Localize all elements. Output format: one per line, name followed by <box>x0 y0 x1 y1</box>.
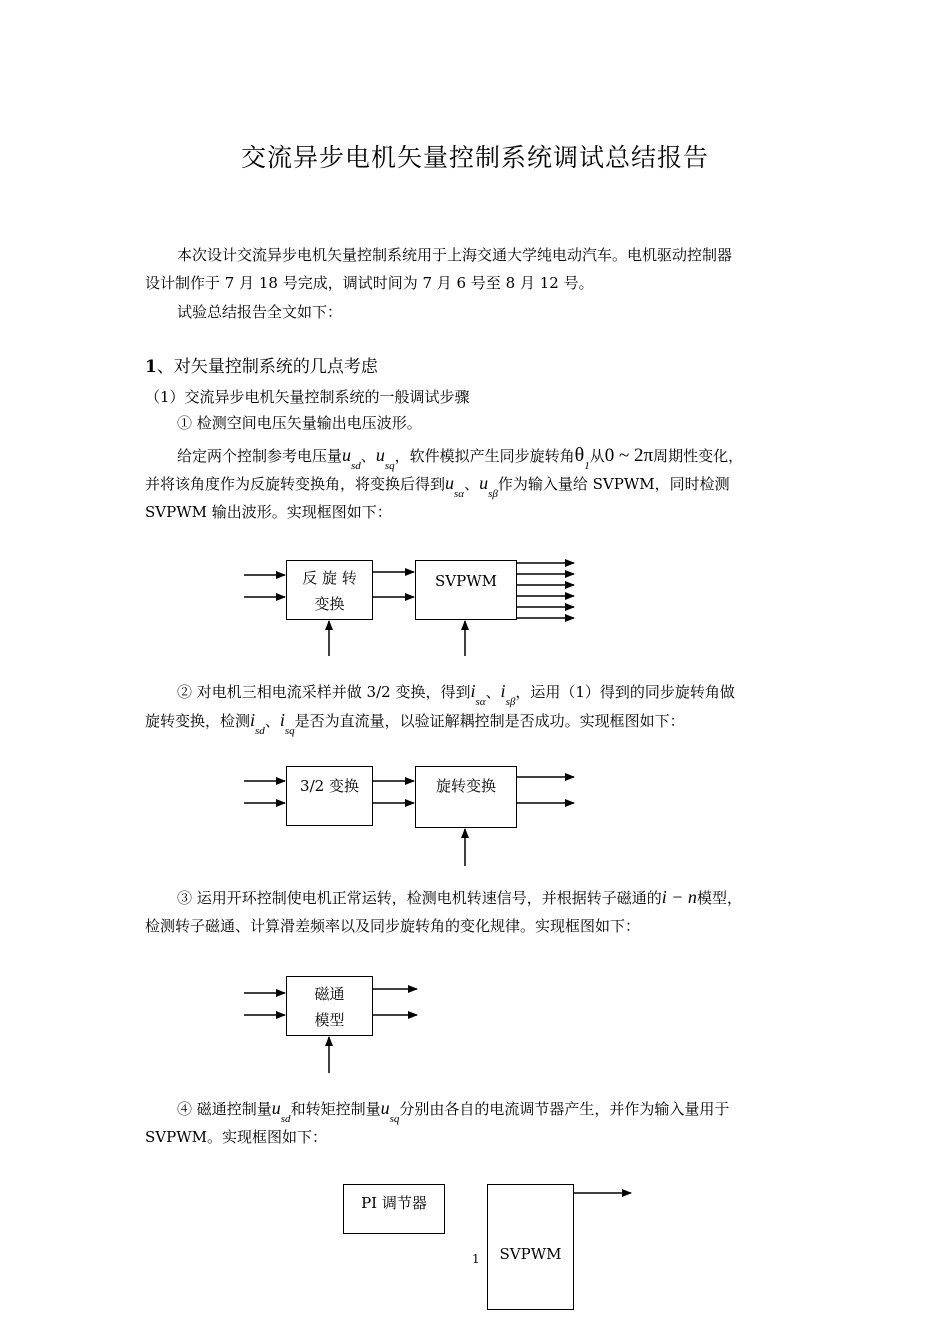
step2-para-line-1: ② 对电机三相电流采样并做 3/2 变换，得到$i_{s\alpha}$、$i_{s\beta}$，运用（1）得到的同步旋转角做 <box>177 681 735 708</box>
inverse-rotation-block: 反 旋 转 变换 <box>286 560 373 620</box>
page-number: 1 <box>472 1252 480 1266</box>
step3-para-line-2: 检测转子磁通、计算滑差频率以及同步旋转角的变化规律。实现框图如下： <box>145 917 641 935</box>
flux-model-block: 磁通 模型 <box>286 976 373 1036</box>
pi-regulator-block: PI 调节器 <box>343 1184 445 1234</box>
section-title: 、对矢量控制系统的几点考虑 <box>156 357 378 377</box>
page-title: 交流异步电机矢量控制系统调试总结报告 <box>240 143 709 172</box>
step1-para-line-3: SVPWM 输出波形。实现框图如下： <box>145 503 392 521</box>
section-number: 1 <box>145 357 157 377</box>
step1-label: ① 检测空间电压矢量输出电压波形。 <box>177 414 422 432</box>
step1-para-line-2: 并将该角度作为反旋转变换角，将变换后得到$u_{s\alpha}$、$u_{s\beta}$作为输入量给 SVPWM，同时检测 <box>145 473 730 500</box>
step1-para-line-1: 给定两个控制参考电压量$u_{sd}$、$u_{sq}$，软件模拟产生同步旋转角$\theta_1$从0 ~ 2π周期性变化， <box>177 444 744 472</box>
rotation-transform-block: 旋转变换 <box>415 766 517 828</box>
step2-para-line-2: 旋转变换，检测$i_{sd}$、$i_{sq}$是否为直流量，以验证解耦控制是否成功。实现框图如下： <box>145 710 685 737</box>
svpwm-block: SVPWM <box>415 560 517 620</box>
svpwm-block-2: SVPWM <box>487 1184 574 1310</box>
step4-para-line-1: ④ 磁通控制量$u_{sd}$和转矩控制量$u_{sq}$分别由各自的电流调节器产生，并作为输入量用于 <box>177 1098 730 1125</box>
intro-line-2: 设计制作于 7 月 18 号完成，调试时间为 7 月 6 号至 8 月 12 号。 <box>145 274 594 292</box>
step3-para-line-1: ③ 运用开环控制使电机正常运转，检测电机转速信号，并根据转子磁通的i − n模型， <box>177 887 742 907</box>
subsection-heading: （1）交流异步电机矢量控制系统的一般调试步骤 <box>145 388 470 406</box>
three-two-transform-block: 3/2 变换 <box>286 766 373 826</box>
step4-para-line-2: SVPWM。实现框图如下： <box>145 1128 327 1146</box>
intro-line-3: 试验总结报告全文如下： <box>177 303 343 321</box>
intro-line-1: 本次设计交流异步电机矢量控制系统用于上海交通大学纯电动汽车。电机驱动控制器 <box>177 246 733 264</box>
